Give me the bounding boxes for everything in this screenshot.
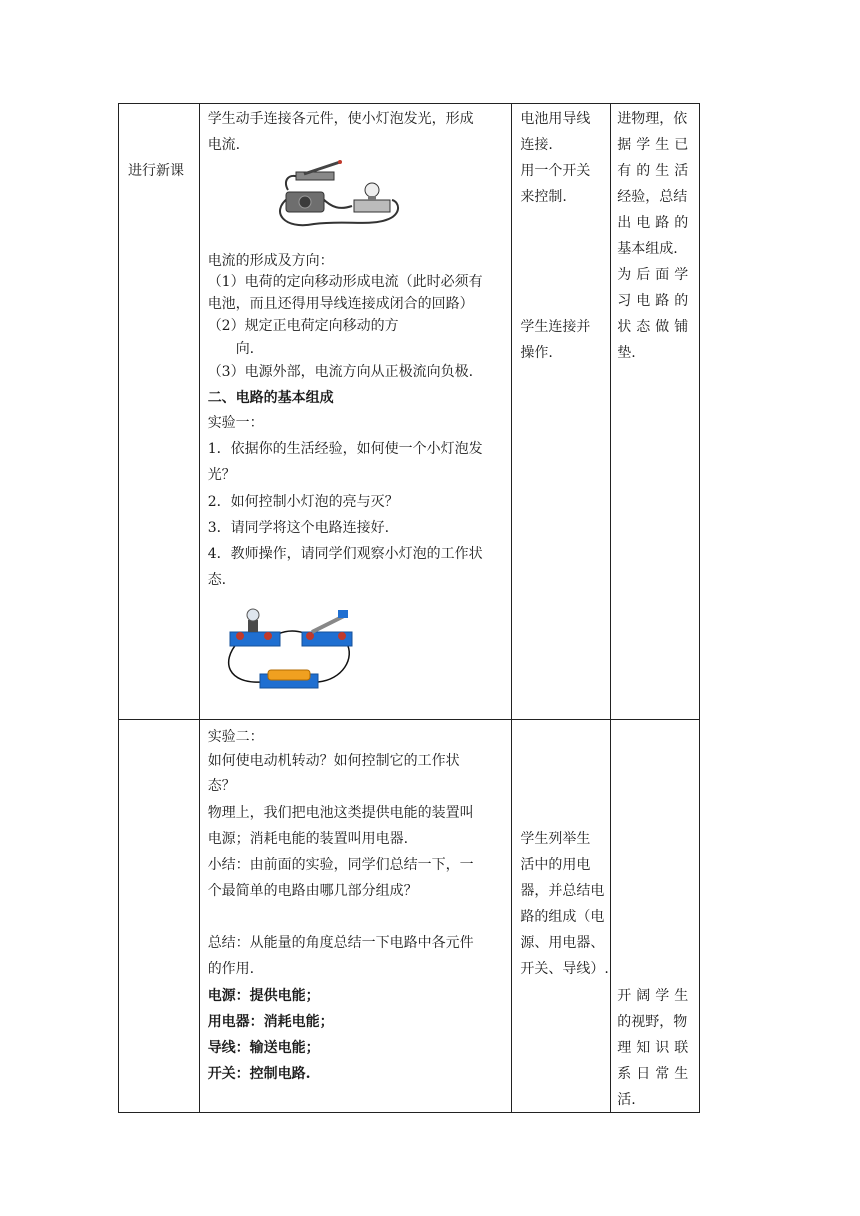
- exp1-title: 实验一：: [207, 415, 264, 431]
- activity-line-1: 学生列举生: [520, 831, 591, 847]
- lesson-table: [118, 103, 700, 1113]
- heading-2: 二、电路的基本组成: [207, 390, 334, 406]
- student-activity-cell: [512, 104, 611, 720]
- design-intent-cell: [611, 720, 700, 1113]
- exp2-q-line-2: 态？: [207, 778, 236, 794]
- activity-line-6: 操作.: [520, 345, 553, 361]
- point1-line-2: 电池，而且还得用导线连接成闭合的回路）: [207, 296, 474, 312]
- activity-line-5: 源、用电器、: [520, 935, 605, 951]
- activity-line-4: 来控制.: [520, 189, 567, 205]
- circuit-sketch-icon: [274, 160, 406, 228]
- exp2-title: 实验二：: [207, 729, 264, 745]
- intent-line-3: 有的生活: [617, 163, 694, 179]
- p2-line-1: 小结：由前面的实验，同学们总结一下，一: [207, 857, 474, 873]
- p3-line-1: 总结：从能量的角度总结一下电路中各元件: [207, 935, 474, 951]
- q4-line-2: 态.: [207, 572, 227, 588]
- activity-line-2: 连接.: [520, 137, 553, 153]
- section-cell: [119, 104, 200, 720]
- content-cell: [199, 720, 512, 1113]
- summary-source: 电源：提供电能；: [207, 988, 320, 1004]
- intent-line-8: 习电路的: [617, 293, 694, 309]
- p1-line-1: 物理上，我们把电池这类提供电能的装置叫: [207, 805, 474, 821]
- circuit-model-icon: [222, 602, 358, 692]
- intent-line-4: 系日常生: [617, 1066, 694, 1082]
- intent-line-9: 状态做铺: [617, 319, 694, 335]
- intent-line-5: 出电路的: [617, 215, 694, 231]
- student-activity-cell: [512, 720, 611, 1113]
- current-title: 电流的形成及方向：: [207, 253, 334, 269]
- design-intent-cell: [611, 104, 700, 720]
- q3: 3．请同学将这个电路连接好.: [207, 520, 390, 536]
- intent-line-1: 进物理，依: [617, 111, 688, 127]
- activity-line-5: 学生连接并: [520, 319, 591, 335]
- section-label: 进行新课: [128, 163, 184, 179]
- point2-line-1: （2）规定正电荷定向移动的方: [207, 318, 399, 334]
- p1-line-2: 电源；消耗电能的装置叫用电器.: [207, 831, 409, 847]
- intent-line-10: 垫.: [617, 345, 636, 361]
- activity-line-3: 用一个开关: [520, 163, 591, 179]
- intent-line-2: 的视野，物: [617, 1014, 688, 1030]
- table-row: [119, 720, 700, 1113]
- table-row: [119, 104, 700, 720]
- q1-line-1: 1．依据你的生活经验，如何使一个小灯泡发: [207, 441, 483, 457]
- summary-load: 用电器：消耗电能；: [207, 1014, 334, 1030]
- summary-switch: 开关：控制电路.: [207, 1066, 311, 1082]
- intent-line-1: 开阔学生: [617, 988, 694, 1004]
- point3: （3）电源外部，电流方向从正极流向负极.: [207, 364, 474, 380]
- q4-line-1: 4．教师操作，请同学们观察小灯泡的工作状: [207, 546, 483, 562]
- section-cell: [119, 720, 200, 1113]
- exp2-q-line-1: 如何使电动机转动？如何控制它的工作状: [207, 753, 460, 769]
- p2-line-2: 个最简单的电路由哪几部分组成？: [207, 883, 418, 899]
- activity-line-2: 活中的用电: [520, 857, 591, 873]
- q1-line-2: 光？: [207, 467, 236, 483]
- intro-line-1: 学生动手连接各元件，使小灯泡发光，形成: [207, 111, 474, 127]
- point2-line-2: 向.: [235, 341, 255, 357]
- activity-line-4: 路的组成（电: [520, 909, 605, 925]
- intent-line-2: 据学生已: [617, 137, 694, 153]
- activity-line-1: 电池用导线: [520, 111, 591, 127]
- activity-line-3: 器，并总结电: [520, 883, 605, 899]
- p3-line-2: 的作用.: [207, 961, 255, 977]
- activity-line-6: 开关、导线）.: [520, 961, 609, 977]
- q2: 2．如何控制小灯泡的亮与灭？: [207, 494, 399, 510]
- intent-line-6: 基本组成.: [617, 241, 678, 257]
- content-cell: [199, 104, 512, 720]
- intent-line-4: 经验，总结: [617, 189, 688, 205]
- summary-wire: 导线：输送电能；: [207, 1040, 320, 1056]
- point1-line-1: （1）电荷的定向移动形成电流（此时必须有: [207, 274, 483, 290]
- intent-line-3: 理知识联: [617, 1040, 694, 1056]
- intent-line-5: 活.: [617, 1092, 636, 1108]
- intent-line-7: 为后面学: [617, 267, 694, 283]
- intro-line-2: 电流.: [207, 137, 241, 153]
